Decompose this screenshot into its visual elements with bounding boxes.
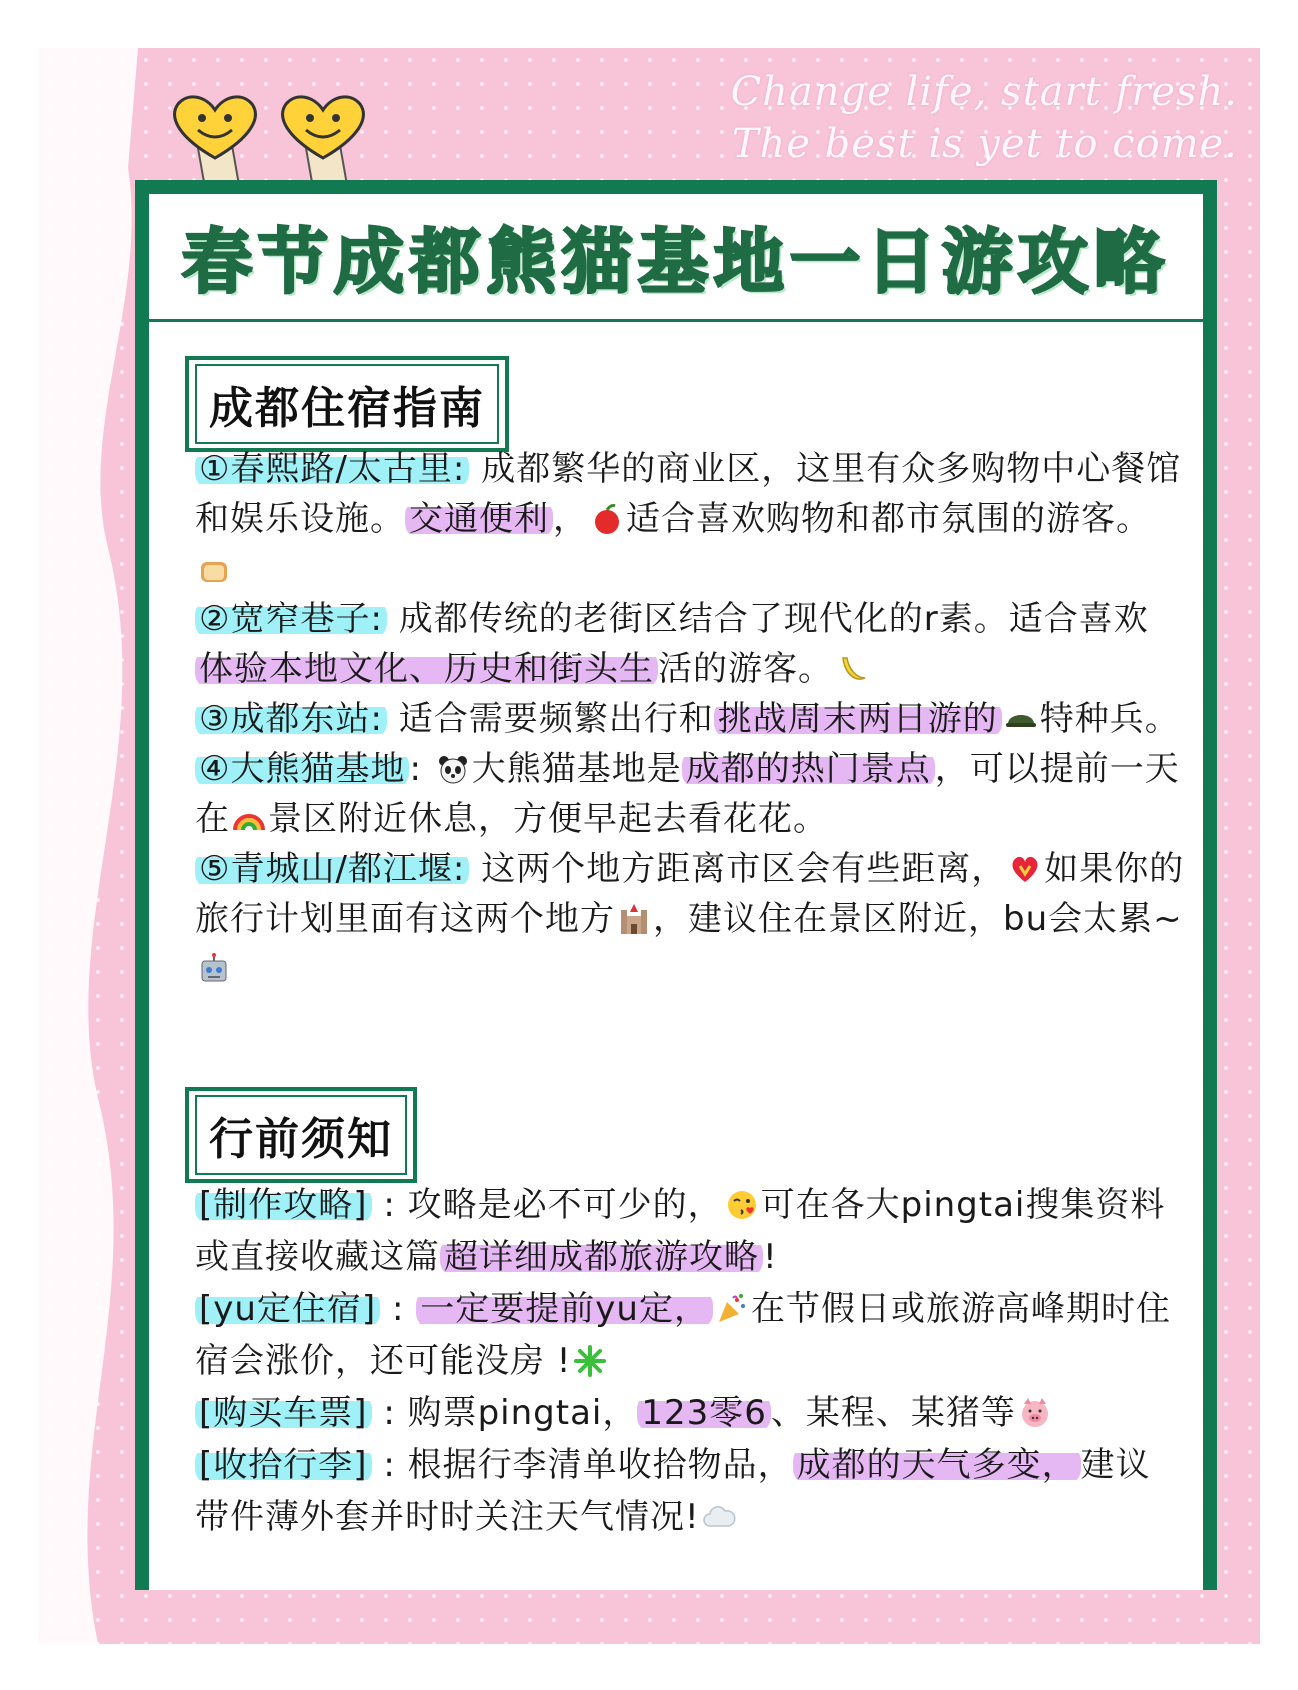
item-highlight: 一定要提前yu定， [416,1289,713,1329]
section-heading-text: 行前须知 [195,1095,407,1175]
item-label: [yu定住宿] [195,1289,380,1329]
item-label: ①春熙路/太古里: [195,449,469,489]
item-highlight: 体验本地文化、历史和街头生 [195,649,658,689]
item-text: 可在各大pingtai搜集资料或直接收藏这篇 [195,1185,1166,1277]
cloud-icon [702,1500,736,1534]
item-text: 适合需要频繁出行和 [386,699,714,739]
list-item [195,1387,1185,1439]
item-text: : [380,1289,417,1329]
slogan-line-1: Change life, start fresh. [730,69,1238,115]
item-highlight: 成都的热门景点 [682,749,935,789]
apple-icon [590,502,624,536]
item-text: 特种兵。 [1039,699,1180,739]
item-highlight: 成都的天气多变， [793,1445,1081,1485]
item-text: 这两个地方距离市区会有些距离， [469,849,1007,889]
bread-icon [197,552,231,586]
item-label: [购买车票] [195,1393,372,1433]
item-text: 活的游客。 [658,649,833,689]
item-text: ，可以提前一天在 [195,749,1180,839]
heart-icon [1008,852,1042,886]
helmet-icon [1004,702,1038,736]
item-text: 适合喜欢购物和都市氛围的游客。 [626,499,1151,539]
page-title: 春节成都熊猫基地一日游攻略 [182,221,1170,303]
list-item [195,844,1185,994]
section-heading-text: 成都住宿指南 [195,364,499,444]
panda-icon [436,752,470,786]
slogan [731,66,1238,170]
item-text: : 根据行李清单收拾物品， [371,1445,793,1485]
item-label: ③成都东站: [195,699,387,739]
party-popper-icon [715,1292,749,1326]
list-item [195,744,1185,844]
lodging-list [195,444,1185,994]
smiley-heart-pin-icon [268,88,378,188]
item-text: 大熊猫基地是 [471,749,682,789]
item-text: 成都传统的老街区结合了现代化的r素。适合喜欢 [386,599,1149,639]
item-text: : 攻略是必不可少的， [371,1185,723,1225]
sparkle-icon [573,1344,607,1378]
item-label: ④大熊猫基地 [195,749,409,789]
section-heading-before-trip [185,1087,417,1183]
list-item [195,1439,1185,1543]
content-card [135,180,1217,1590]
item-text: 景区附近休息，方便早起去看花花。 [268,799,828,839]
item-text: 如果你的旅行计划里面有这两个地方 [195,849,1185,939]
list-item [195,444,1185,594]
slogan-line-2: The best is yet to come. [731,121,1238,167]
banana-icon [835,652,869,686]
list-item [195,1283,1185,1387]
item-text: ，建议住在景区附近，bu会太累~ [653,899,1183,939]
before-trip-list [195,1179,1185,1543]
item-text: 成都繁华的商业区，这里有众多购物中心餐馆和娱乐设施。 [195,449,1182,539]
item-highlight: 超详细成都旅游攻略 [440,1237,763,1277]
item-label: ⑤青城山/都江堰: [195,849,469,889]
item-highlight: 挑战周末两日游的 [714,699,1002,739]
item-label: ②宽窄巷子: [195,599,387,639]
pig-icon [1018,1396,1052,1430]
item-text: ， [553,499,588,539]
item-label: [收拾行李] [195,1445,372,1485]
item-text: : [409,749,434,789]
title-bar [149,194,1203,322]
list-item [195,1179,1185,1283]
list-item [195,594,1185,694]
item-highlight: 123零6 [637,1393,771,1433]
item-text: : 购票pingtai， [371,1393,638,1433]
smiley-heart-pin-icon [160,88,270,188]
item-label: [制作攻略] [195,1185,372,1225]
item-highlight: 交通便利 [405,499,553,539]
section-heading-lodging [185,356,509,452]
kiss-face-icon [725,1188,759,1222]
robot-icon [197,952,231,986]
item-text: 在节假日或旅游高峰期时住宿会涨价，还可能没房 ! [195,1289,1171,1381]
castle-icon [617,902,651,936]
item-text: ! [763,1237,778,1277]
item-text: 、某程、某猪等 [770,1393,1016,1433]
list-item [195,694,1185,744]
item-text: 建议带件薄外套并时时关注天气情况! [195,1445,1151,1537]
rainbow-icon [232,802,266,836]
